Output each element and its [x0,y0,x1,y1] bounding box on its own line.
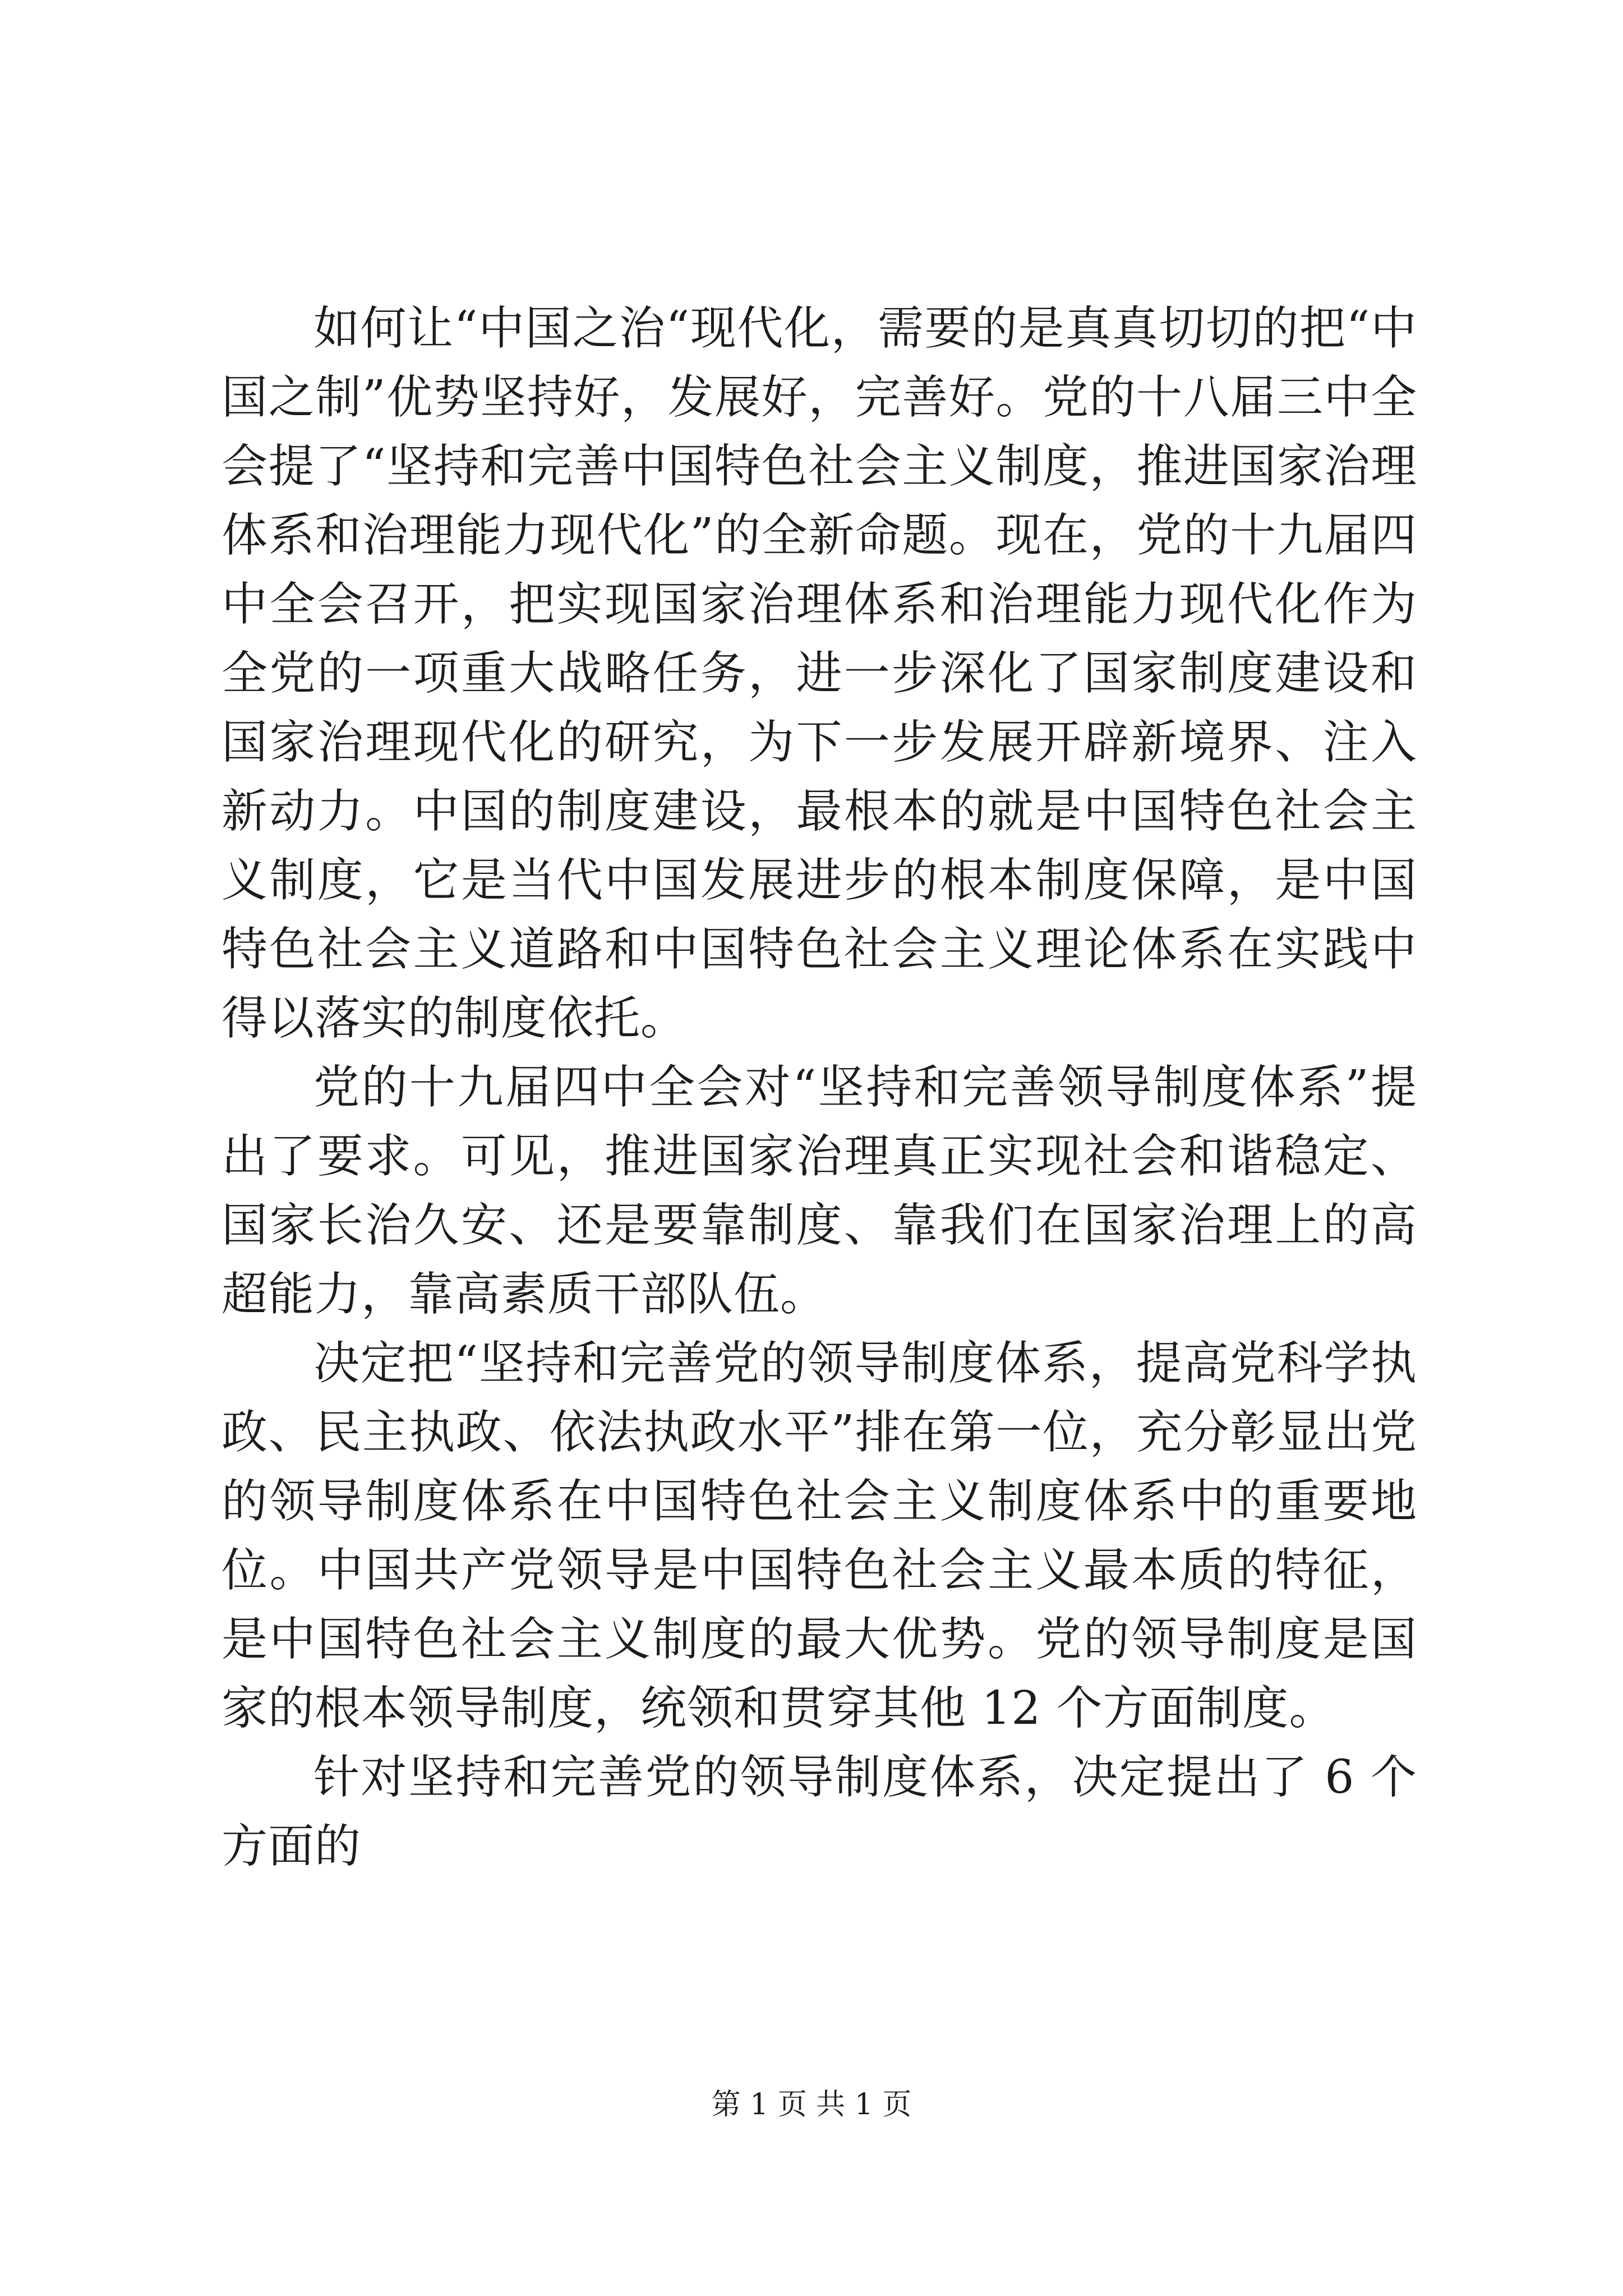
page-number-footer: 第 1 页 共 1 页 [711,2088,912,2122]
paragraph-3: 决定把“坚持和完善党的领导制度体系，提高党科学执政、民主执政、依法执政水平”排在第一位，充分彰显出党的领导制度体系在中国特色社会主义制度体系中的重要地位。中国共产党领导是中国特色社会主义最本质的特征，是中国特色社会主义制度的最大优势。党的领导制度是国家的根本领导制度，统领和贯穿其他 12 个方面制度。 [222,1337,1417,1735]
paragraph-4: 针对坚持和完善党的领导制度体系，决定提出了 6 个方面的 [222,1751,1417,1873]
document-body [222,294,1417,1881]
paragraph-1: 如何让“中国之治“现代化，需要的是真真切切的把“中国之制”优势坚持好，发展好，完善好。党的十八届三中全会提了“坚持和完善中国特色社会主义制度，推进国家治理体系和治理能力现代化”的全新命题。现在，党的十九届四中全会召开，把实现国家治理体系和治理能力现代化作为全党的一项重大战略任务，进一步深化了国家制度建设和国家治理现代化的研究，为下一步发展开辟新境界、注入新动力。中国的制度建设，最根本的就是中国特色社会主义制度，它是当代中国发展进步的根本制度保障，是中国特色社会主义道路和中国特色社会主义理论体系在实践中得以落实的制度依托。 [222,302,1417,1045]
paragraph-2: 党的十九届四中全会对“坚持和完善领导制度体系”提出了要求。可见，推进国家治理真正实现社会和谐稳定、国家长治久安、还是要靠制度、靠我们在国家治理上的高超能力，靠高素质干部队伍。 [222,1061,1417,1321]
